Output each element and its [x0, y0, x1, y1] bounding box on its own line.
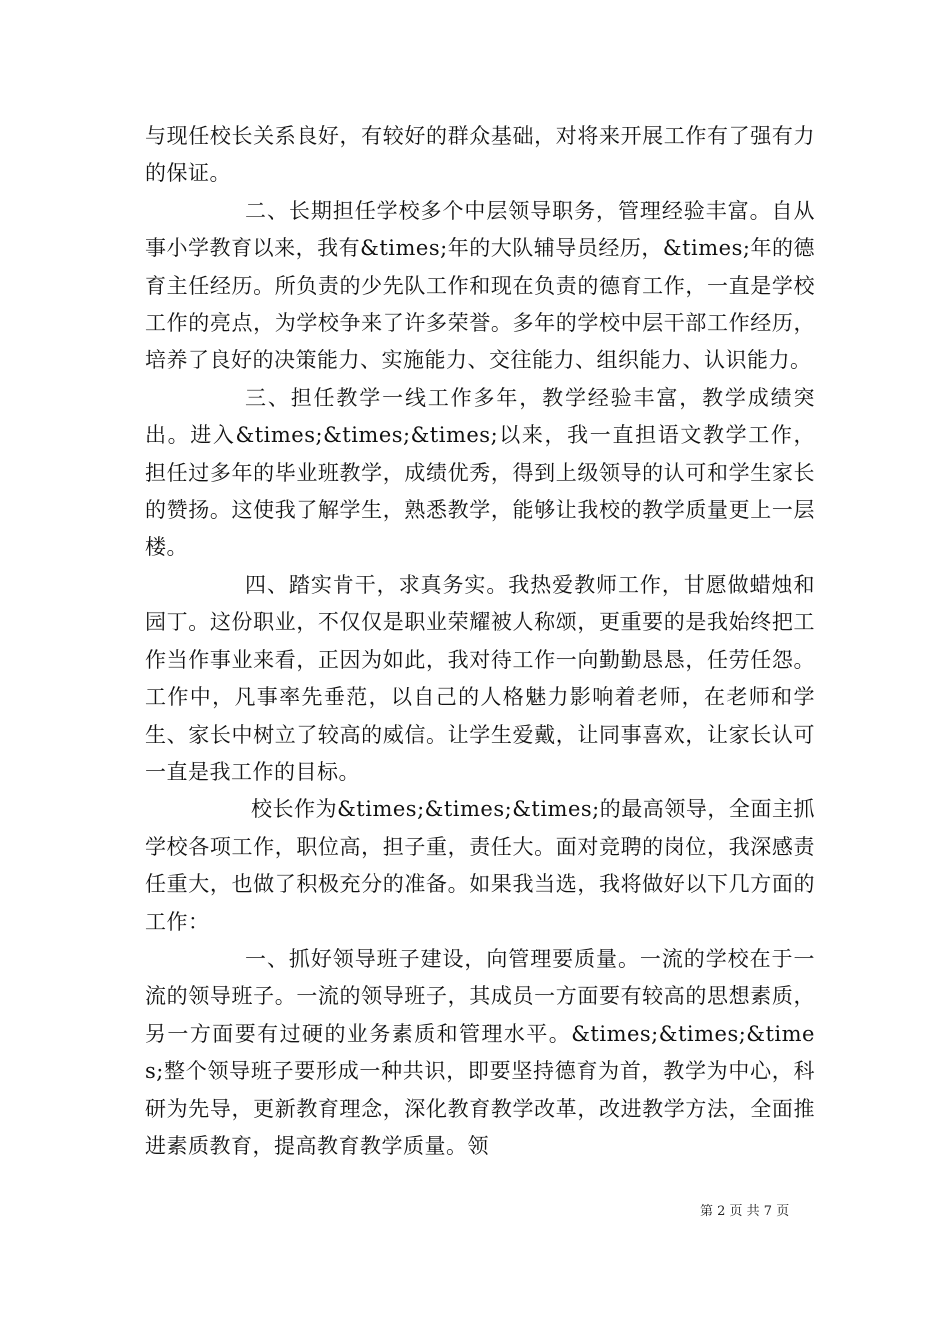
paragraph-continuation: 与现任校长关系良好，有较好的群众基础，对将来开展工作有了强有力的保证。 [145, 124, 815, 186]
page-number-footer: 第 2 页 共 7 页 [700, 1204, 790, 1219]
paragraph-point-two: 二、长期担任学校多个中层领导职务，管理经验丰富。自从事小学教育以来，我有&times;年的大队辅导员经历，&times;年的德育主任经历。所负责的少先队工作和现在负责的德育工作，一直是学校工作的亮点，为学校争来了许多荣誉。多年的学校中层干部工作经历，培养了良好的决策能力、实施能力、交往能力、组织能力、认识能力。 [145, 198, 815, 373]
paragraph-plan-one: 一、抓好领导班子建设，向管理要质量。一流的学校在于一流的领导班子。一流的领导班子，其成员一方面要有较高的思想素质，另一方面要有过硬的业务素质和管理水平。&times;&times;&times;整个领导班子要形成一种共识，即要坚持德育为首，教学为中心，科研为先导，更新教育理念，深化教育教学改革，改进教学方法，全面推进素质教育，提高教育教学质量。领 [145, 946, 815, 1158]
paragraph-point-four: 四、踏实肯干，求真务实。我热爱教师工作，甘愿做蜡烛和园丁。这份职业，不仅仅是职业荣耀被人称颂，更重要的是我始终把工作当作事业来看，正因为如此，我对待工作一向勤勤恳恳，任劳任怨。工作中，凡事率先垂范，以自己的人格魅力影响着老师，在老师和学生、家长中树立了较高的威信。让学生爱戴，让同事喜欢，让家长认可一直是我工作的目标。 [145, 572, 815, 784]
paragraph-principal-role: 校长作为&times;&times;&times;的最高领导，全面主抓学校各项工作，职位高，担子重，责任大。面对竞聘的岗位，我深感责任重大，也做了积极充分的准备。如果我当选，我将做好以下几方面的工作： [145, 797, 815, 934]
document-body [145, 118, 815, 1165]
paragraph-point-three: 三、担任教学一线工作多年，教学经验丰富，教学成绩突出。进入&times;&times;&times;以来，我一直担语文教学工作，担任过多年的毕业班教学，成绩优秀，得到上级领导的认可和学生家长的赞扬。这使我了解学生，熟悉教学，能够让我校的教学质量更上一层楼。 [145, 385, 815, 560]
